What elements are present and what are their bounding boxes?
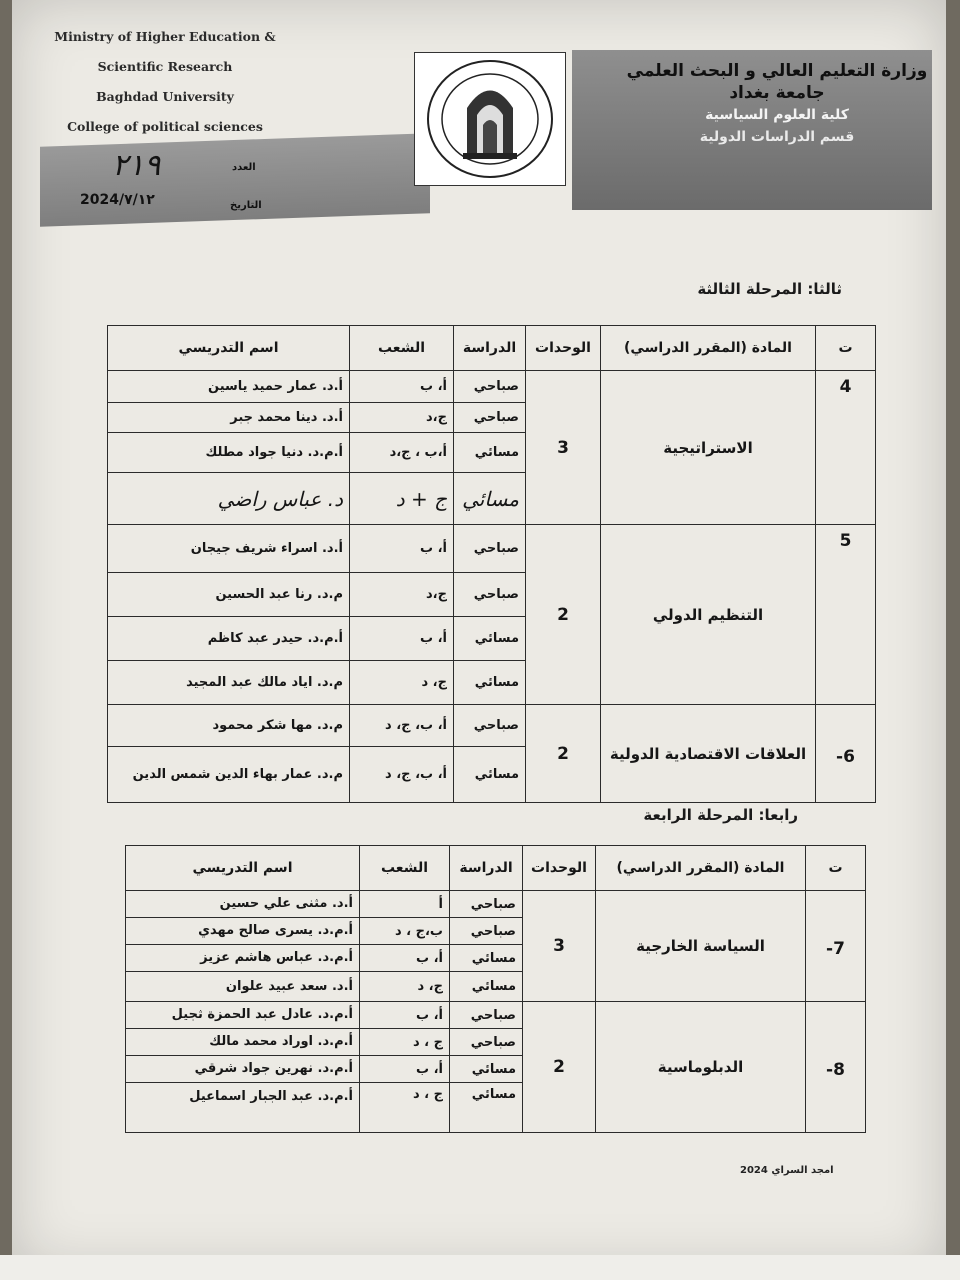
course-number: 5: [816, 525, 876, 705]
sections-handwritten: ج + د: [350, 473, 454, 525]
col-header-sections: الشعب: [350, 326, 454, 371]
sections: أ، ب، ج، د: [350, 747, 454, 803]
arabic-letterhead: [622, 60, 932, 148]
col-header-course: المادة (المقرر الدراسي): [601, 326, 816, 371]
college-line: College of political sciences: [67, 119, 263, 134]
section-4-title: رابعا: المرحلة الرابعة: [643, 806, 798, 824]
instructor-name: أ.م.د. عباس هاشم عزيز: [126, 945, 360, 972]
university-line: Baghdad University: [96, 89, 234, 104]
ref-number-label: العدد: [232, 162, 256, 173]
course-units: 3: [526, 371, 601, 525]
col-header-units: الوحدات: [523, 846, 596, 891]
instructor-name: أ.م.د. عادل عبد الحمزة ثجيل: [126, 1002, 360, 1029]
study-type: صباحي: [450, 891, 523, 918]
instructor-name: أ.د. عمار حميد ياسين: [108, 371, 350, 403]
study-type: صباحي: [450, 1002, 523, 1029]
table-row: [108, 371, 876, 403]
table-header-row: [108, 326, 876, 371]
sections: أ، ب: [350, 525, 454, 573]
study-type: مسائي: [450, 945, 523, 972]
sections: أ، ب: [360, 945, 450, 972]
instructor-name: م.د. رنا عبد الحسين: [108, 573, 350, 617]
instructor-name: أ.م.د. حيدر عبد كاظم: [108, 617, 350, 661]
col-header-instructor: اسم التدريسي: [108, 326, 350, 371]
course-name: السياسة الخارجية: [596, 891, 806, 1002]
footer-signature: امجد السراي 2024: [740, 1165, 834, 1176]
study-type: مسائي: [450, 1083, 523, 1133]
study-type: مسائي: [454, 433, 526, 473]
instructor-name: أ.م.د. يسرى صالح مهدي: [126, 918, 360, 945]
instructor-name: أ.د. اسراء شريف جيجان: [108, 525, 350, 573]
study-type: صباحي: [454, 525, 526, 573]
study-type: مسائي: [450, 1056, 523, 1083]
sections: ج، د: [360, 972, 450, 1002]
course-number: 8-: [806, 1002, 866, 1133]
study-type: صباحي: [454, 403, 526, 433]
sections: أ،ب ، ج،د: [350, 433, 454, 473]
sections: أ، ب: [350, 371, 454, 403]
study-type: صباحي: [450, 918, 523, 945]
ref-date: 2024/٧/١٢: [80, 192, 155, 208]
instructor-name: أ.د. سعد عبيد علوان: [126, 972, 360, 1002]
study-type: مسائي: [454, 617, 526, 661]
instructor-name: أ.د. مثنى علي حسين: [126, 891, 360, 918]
col-header-study: الدراسة: [450, 846, 523, 891]
research-line: Scientific Research: [97, 59, 233, 74]
sections: ج،د: [350, 403, 454, 433]
col-header-course: المادة (المقرر الدراسي): [596, 846, 806, 891]
instructor-name: م.د. عمار بهاء الدين شمس الدين: [108, 747, 350, 803]
table-row: [126, 891, 866, 918]
sections: ج ، د: [360, 1083, 450, 1133]
course-name: الاستراتيجية: [601, 371, 816, 525]
course-units: 2: [526, 525, 601, 705]
ref-date-label: التاريخ: [230, 200, 262, 211]
table-header-row: [126, 846, 866, 891]
study-type: صباحي: [450, 1029, 523, 1056]
col-header-sections: الشعب: [360, 846, 450, 891]
background-surface: [0, 1255, 960, 1280]
ministry-line: Ministry of Higher Education &: [54, 29, 276, 44]
instructor-name: أ.م.د. عبد الجبار اسماعيل: [126, 1083, 360, 1133]
schedule-table-stage-3: [107, 325, 876, 803]
col-header-study: الدراسة: [454, 326, 526, 371]
course-name: التنظيم الدولي: [601, 525, 816, 705]
sections: ج ، د: [360, 1029, 450, 1056]
table-row: [108, 705, 876, 747]
sections: ب،ج ، د: [360, 918, 450, 945]
university-line-ar: جامعة بغداد: [729, 83, 825, 103]
sections: ج،د: [350, 573, 454, 617]
sections: أ، ب: [350, 617, 454, 661]
table-row: [108, 525, 876, 573]
study-type-handwritten: مسائي: [454, 473, 526, 525]
course-units: 3: [523, 891, 596, 1002]
sections: ج، د: [350, 661, 454, 705]
instructor-name: أ.م.د. نهرين جواد شرقي: [126, 1056, 360, 1083]
study-type: صباحي: [454, 705, 526, 747]
sections: أ، ب: [360, 1002, 450, 1029]
study-type: صباحي: [454, 371, 526, 403]
study-type: مسائي: [454, 747, 526, 803]
course-units: 2: [523, 1002, 596, 1133]
department-line-ar: قسم الدراسات الدولية: [699, 129, 855, 145]
course-number: 7-: [806, 891, 866, 1002]
course-name: الدبلوماسية: [596, 1002, 806, 1133]
section-3-title: ثالثا: المرحلة الثالثة: [697, 280, 842, 298]
college-line-ar: كلية العلوم السياسية: [705, 107, 849, 123]
university-seal-logo: [414, 52, 566, 186]
col-header-num: ت: [806, 846, 866, 891]
col-header-units: الوحدات: [526, 326, 601, 371]
instructor-name-handwritten: د. عباس راضي: [108, 473, 350, 525]
sections: أ، ب، ج، د: [350, 705, 454, 747]
study-type: صباحي: [454, 573, 526, 617]
study-type: مسائي: [450, 972, 523, 1002]
schedule-table-stage-4: [125, 845, 866, 1133]
course-number: 6-: [816, 705, 876, 803]
instructor-name: أ.د. دينا محمد جبر: [108, 403, 350, 433]
course-number: 4: [816, 371, 876, 525]
study-type: مسائي: [454, 661, 526, 705]
ministry-line-ar: وزارة التعليم العالي و البحث العلمي: [626, 61, 928, 81]
sections: أ: [360, 891, 450, 918]
ref-number: ٢١٩: [112, 148, 161, 183]
instructor-name: م.د. مها شكر محمود: [108, 705, 350, 747]
english-letterhead: [40, 22, 290, 142]
col-header-instructor: اسم التدريسي: [126, 846, 360, 891]
instructor-name: أ.م.د. اوراد محمد مالك: [126, 1029, 360, 1056]
sections: أ، ب: [360, 1056, 450, 1083]
col-header-num: ت: [816, 326, 876, 371]
instructor-name: م.د. اياد مالك عبد المجيد: [108, 661, 350, 705]
table-row: [126, 1002, 866, 1029]
instructor-name: أ.م.د. دنيا جواد مطلك: [108, 433, 350, 473]
course-name: العلاقات الاقتصادية الدولية: [601, 705, 816, 803]
left-banner-band: [40, 133, 430, 227]
course-units: 2: [526, 705, 601, 803]
document-page: [12, 0, 946, 1272]
